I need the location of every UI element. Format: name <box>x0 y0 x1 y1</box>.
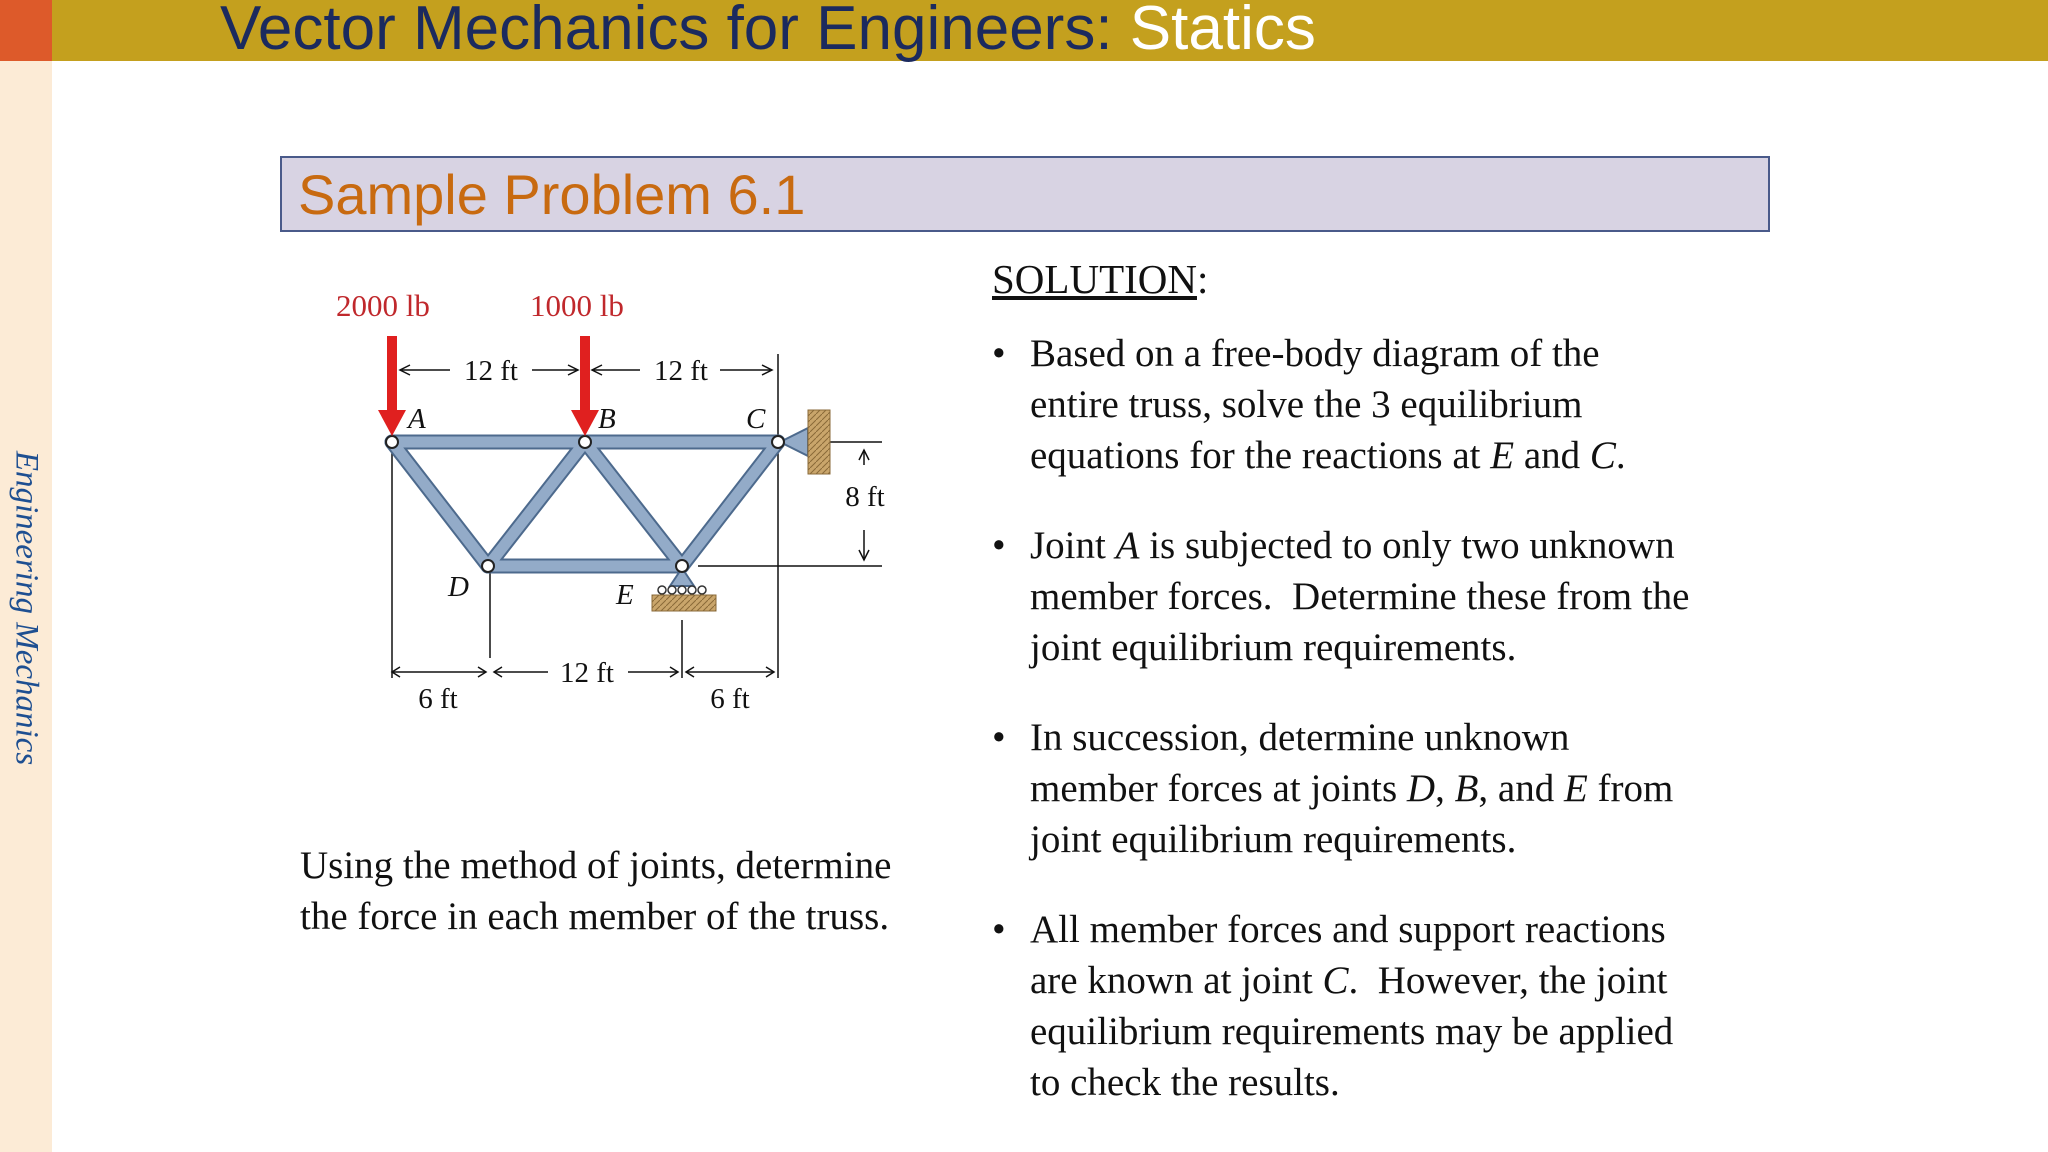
problem-statement <box>300 840 980 942</box>
solution-heading-colon: : <box>1196 256 1209 302</box>
sidebar-label: Engineering Mechanics <box>8 450 45 766</box>
solution-heading <box>992 253 1208 305</box>
text-run: . <box>1615 434 1626 477</box>
header-title-sub: Statics <box>1129 0 1316 63</box>
bullet-line: member forces. Determine these from the <box>1030 575 1690 618</box>
text-run: Joint <box>1030 524 1116 567</box>
bullet-line: Based on a free-body diagram of the <box>1030 332 1600 375</box>
text-run-italic: C <box>1322 959 1349 1002</box>
dim-label-height: 8 ft <box>845 481 885 513</box>
text-run: . However, the joint <box>1348 959 1668 1002</box>
text-run: member forces at joints <box>1030 767 1407 810</box>
solution-heading-text: SOLUTION <box>992 256 1197 302</box>
text-run-italic: A <box>1115 524 1140 567</box>
text-run-italic: B <box>1454 767 1479 810</box>
dim-label-right: 6 ft <box>710 683 750 715</box>
text-run-italic: C <box>1589 434 1616 477</box>
bullet-line <box>1030 430 1770 481</box>
joint-label-d: D <box>448 571 469 603</box>
text-run: and <box>1514 434 1590 477</box>
truss-members <box>392 442 778 566</box>
text-run: is subjected to only two unknown <box>1139 524 1675 567</box>
joint-label-c: C <box>746 403 766 435</box>
pin-support-c <box>780 410 830 474</box>
load-label-a: 2000 lb <box>336 288 430 323</box>
text-run: , and <box>1478 767 1564 810</box>
text-run: are known at joint <box>1030 959 1323 1002</box>
slide-header-title <box>220 0 1316 61</box>
header-corner-block <box>0 0 52 61</box>
bullet-line: joint equilibrium requirements. <box>1030 818 1517 861</box>
bullet-line <box>1030 955 1770 1006</box>
joint-label-e: E <box>616 579 634 611</box>
text-run: , <box>1435 767 1455 810</box>
bullet-line: to check the results. <box>1030 1061 1340 1104</box>
roller-support-e <box>652 568 716 611</box>
bullet-dot: • <box>992 716 1006 759</box>
dim-label-de: 12 ft <box>560 657 614 689</box>
bullet-line: In succession, determine unknown <box>1030 716 1570 759</box>
text-run-italic: E <box>1563 767 1588 810</box>
text-run: equations for the reactions at <box>1030 434 1491 477</box>
bullet-dot: • <box>992 524 1006 567</box>
bullet-line <box>1030 520 1770 571</box>
dim-label-bc: 12 ft <box>654 355 708 387</box>
bullet-line: All member forces and support reactions <box>1030 908 1666 951</box>
dim-label-ab: 12 ft <box>464 355 518 387</box>
header-title-main: Vector Mechanics for Engineers: <box>220 0 1130 63</box>
text-run-italic: E <box>1490 434 1515 477</box>
text-run: from <box>1587 767 1674 810</box>
problem-statement-line-1: Using the method of joints, determine <box>300 844 892 887</box>
problem-title: Sample Problem 6.1 <box>298 163 806 226</box>
bullet-line: joint equilibrium requirements. <box>1030 626 1517 669</box>
truss-diagram <box>300 270 940 740</box>
dim-label-left: 6 ft <box>418 683 458 715</box>
bullet-line: entire truss, solve the 3 equilibrium <box>1030 383 1583 426</box>
load-label-b: 1000 lb <box>530 288 624 323</box>
joint-label-b: B <box>598 403 616 435</box>
problem-statement-line-2: the force in each member of the truss. <box>300 895 890 938</box>
bullet-dot: • <box>992 332 1006 375</box>
problem-title-box <box>280 156 1770 232</box>
text-run-italic: D <box>1406 767 1436 810</box>
bullet-dot: • <box>992 908 1006 951</box>
joint-label-a: A <box>408 403 426 435</box>
bullet-line <box>1030 763 1770 814</box>
bullet-line: equilibrium requirements may be applied <box>1030 1010 1674 1053</box>
